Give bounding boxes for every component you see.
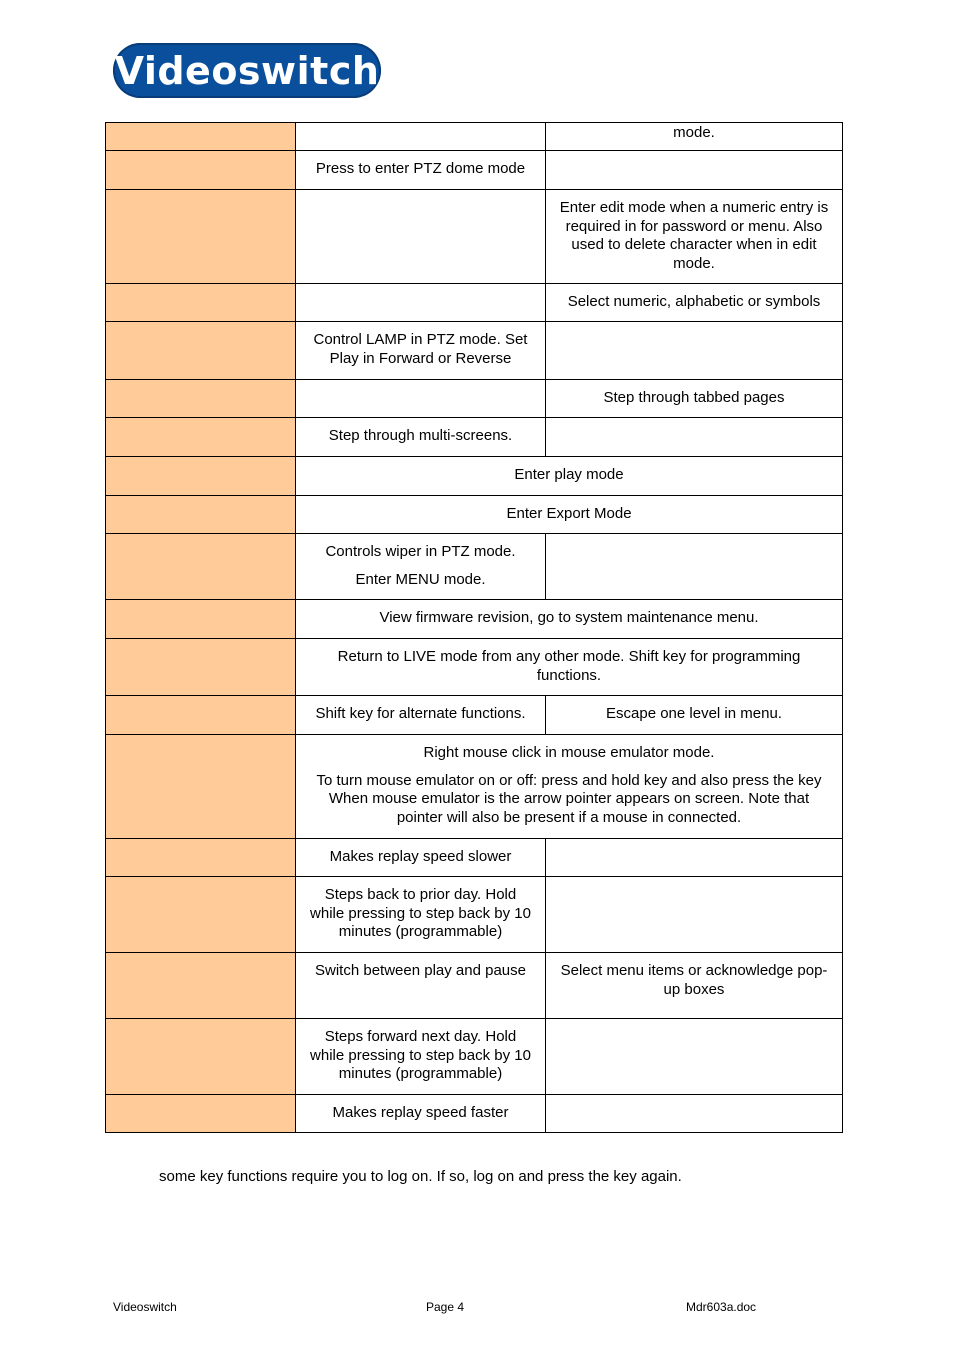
description-cell [546, 151, 843, 190]
key-cell [106, 1019, 296, 1095]
table-row [106, 380, 843, 418]
description-cell: Enter edit mode when a numeric entry is required in for password or menu. Also used to delete character when in edit mode. [546, 190, 843, 284]
description-cell: Enter play mode [296, 457, 843, 496]
description-cell: Step through tabbed pages [546, 380, 843, 418]
description-line: Controls wiper in PTZ mode. [325, 543, 516, 560]
table-row [106, 953, 843, 1019]
description-cell: Enter Export Mode [296, 496, 843, 534]
key-cell [106, 1095, 296, 1133]
key-function-table [105, 122, 843, 1133]
description-cell [546, 839, 843, 877]
description-cell: Makes replay speed slower [296, 839, 546, 877]
table-row [106, 1095, 843, 1133]
key-cell [106, 418, 296, 457]
description-cell: Select numeric, alphabetic or symbols [546, 284, 843, 322]
log-on-note: some key functions require you to log on. If so, log on and press the key again. [159, 1168, 682, 1185]
key-cell [106, 639, 296, 696]
description-line: To turn mouse emulator on or off: press and hold key and also press the key When mouse emulator is the arrow pointer appears on screen. Note that pointer will also be present if a mouse in connected. [316, 771, 822, 826]
key-cell [106, 322, 296, 380]
table-row [106, 190, 843, 284]
table-row [106, 418, 843, 457]
table-row [106, 696, 843, 735]
table-row [106, 123, 843, 151]
logo-text: Videoswitch [114, 48, 380, 93]
table-row [106, 284, 843, 322]
description-cell [296, 735, 843, 839]
description-cell [546, 322, 843, 380]
table-row [106, 1019, 843, 1095]
videoswitch-logo [113, 43, 381, 98]
description-cell: Select menu items or acknowledge pop-up boxes [546, 953, 843, 1019]
description-cell [296, 284, 546, 322]
key-cell [106, 123, 296, 151]
description-cell: Step through multi-screens. [296, 418, 546, 457]
description-line: Right mouse click in mouse emulator mode. [423, 744, 715, 761]
description-line: Enter MENU mode. [355, 570, 486, 588]
description-cell: mode. [546, 123, 843, 151]
footer-page-number: Page 4 [426, 1300, 465, 1314]
description-cell: Press to enter PTZ dome mode [296, 151, 546, 190]
description-cell [546, 877, 843, 953]
key-cell [106, 600, 296, 639]
description-cell [546, 1095, 843, 1133]
table-row [106, 877, 843, 953]
description-cell: Shift key for alternate functions. [296, 696, 546, 735]
table-row [106, 534, 843, 600]
description-cell [546, 418, 843, 457]
key-cell [106, 735, 296, 839]
description-cell: Steps forward next day. Hold while pressing to step back by 10 minutes (programmable) [296, 1019, 546, 1095]
description-cell: Steps back to prior day. Hold while pressing to step back by 10 minutes (programmable) [296, 877, 546, 953]
key-cell [106, 380, 296, 418]
description-cell [296, 380, 546, 418]
description-cell [546, 1019, 843, 1095]
table-row [106, 735, 843, 839]
description-cell [296, 190, 546, 284]
description-cell: Control LAMP in PTZ mode. Set Play in Forward or Reverse [296, 322, 546, 380]
key-cell [106, 457, 296, 496]
key-cell [106, 496, 296, 534]
key-cell [106, 190, 296, 284]
key-cell [106, 877, 296, 953]
table-row [106, 600, 843, 639]
key-cell [106, 284, 296, 322]
key-cell [106, 151, 296, 190]
description-cell [296, 123, 546, 151]
key-cell [106, 839, 296, 877]
table-row [106, 457, 843, 496]
table-row [106, 322, 843, 380]
description-cell: View firmware revision, go to system maintenance menu. [296, 600, 843, 639]
key-cell [106, 534, 296, 600]
description-cell: Switch between play and pause [296, 953, 546, 1019]
description-cell: Return to LIVE mode from any other mode. Shift key for programming functions. [296, 639, 843, 696]
table-row [106, 151, 843, 190]
table-row [106, 839, 843, 877]
footer-left: Videoswitch [113, 1300, 177, 1314]
description-cell: Makes replay speed faster [296, 1095, 546, 1133]
description-cell: Escape one level in menu. [546, 696, 843, 735]
table-row [106, 496, 843, 534]
footer-filename: Mdr603a.doc [686, 1300, 757, 1314]
table-row [106, 639, 843, 696]
description-cell [546, 534, 843, 600]
key-cell [106, 696, 296, 735]
description-cell [296, 534, 546, 600]
key-cell [106, 953, 296, 1019]
